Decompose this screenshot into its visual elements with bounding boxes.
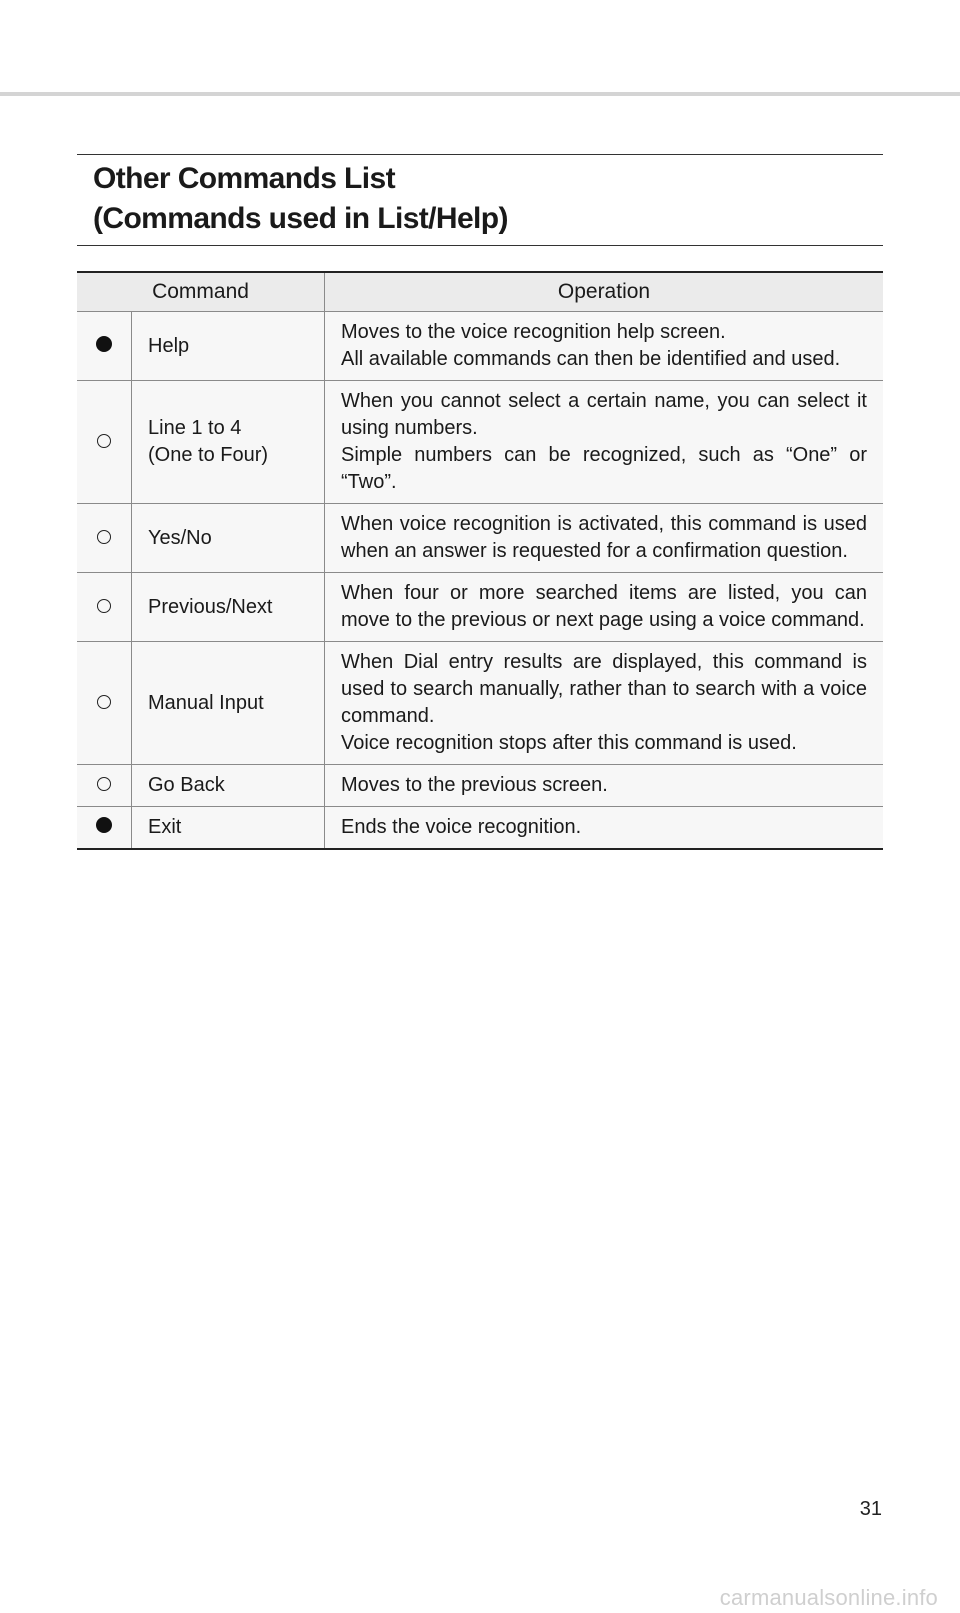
row-marker-cell xyxy=(77,504,132,573)
operation-text: Ends the voice recognition. xyxy=(341,816,582,838)
table-row xyxy=(77,381,883,504)
command-name: Yes/No xyxy=(132,504,325,573)
open-circle-icon xyxy=(97,695,111,709)
row-marker-cell xyxy=(77,573,132,642)
operation-cell xyxy=(325,765,884,807)
command-name: Line 1 to 4 (One to Four) xyxy=(132,381,325,504)
command-name: Manual Input xyxy=(132,642,325,765)
table-row xyxy=(77,573,883,642)
column-header-command: Command xyxy=(77,272,325,312)
column-header-operation: Operation xyxy=(325,272,884,312)
open-circle-icon xyxy=(97,434,111,448)
table-body xyxy=(77,312,883,850)
table-row xyxy=(77,765,883,807)
open-circle-icon xyxy=(97,599,111,613)
table-row xyxy=(77,504,883,573)
table-row xyxy=(77,807,883,850)
table-row xyxy=(77,642,883,765)
command-name: Help xyxy=(132,312,325,381)
operation-text: All available commands can then be identified and used. xyxy=(341,348,841,370)
open-circle-icon xyxy=(97,530,111,544)
page-number: 31 xyxy=(859,1498,882,1520)
operation-cell xyxy=(325,381,884,504)
row-marker-cell xyxy=(77,381,132,504)
operation-cell xyxy=(325,573,884,642)
table-row xyxy=(77,312,883,381)
row-marker-cell xyxy=(77,765,132,807)
heading-subtitle: (Commands used in List/Help) xyxy=(93,202,508,235)
operation-cell xyxy=(325,504,884,573)
operation-text: When voice recognition is activated, this command is used when an answer is requested for a confirmation question. xyxy=(341,513,867,562)
command-name: Exit xyxy=(132,807,325,850)
table-header-row xyxy=(77,272,883,312)
operation-text: When four or more searched items are listed, you can move to the previous or next page using a voice command. xyxy=(341,582,867,631)
watermark: carmanualsonline.info xyxy=(719,1585,938,1610)
row-marker-cell xyxy=(77,642,132,765)
top-divider xyxy=(0,92,960,96)
operation-cell xyxy=(325,642,884,765)
row-marker-cell xyxy=(77,807,132,850)
operation-text: Moves to the voice recognition help screen. xyxy=(341,321,726,343)
filled-dot-icon xyxy=(96,817,112,833)
operation-text: Simple numbers can be recognized, such as “One” or “Two”. xyxy=(341,444,867,493)
command-name: Go Back xyxy=(132,765,325,807)
operation-text: When you cannot select a certain name, you can select it using numbers. xyxy=(341,390,867,439)
row-marker-cell xyxy=(77,312,132,381)
operation-text: Moves to the previous screen. xyxy=(341,774,608,796)
operation-cell xyxy=(325,807,884,850)
command-name: Previous/Next xyxy=(132,573,325,642)
open-circle-icon xyxy=(97,777,111,791)
heading-title: Other Commands List xyxy=(93,162,395,195)
operation-text: Voice recognition stops after this command is used. xyxy=(341,732,797,754)
filled-dot-icon xyxy=(96,336,112,352)
section-heading xyxy=(77,154,883,246)
operation-cell xyxy=(325,312,884,381)
operation-text: When Dial entry results are displayed, this command is used to search manually, rather than to search with a voice command. xyxy=(341,651,867,727)
commands-table xyxy=(77,271,883,850)
